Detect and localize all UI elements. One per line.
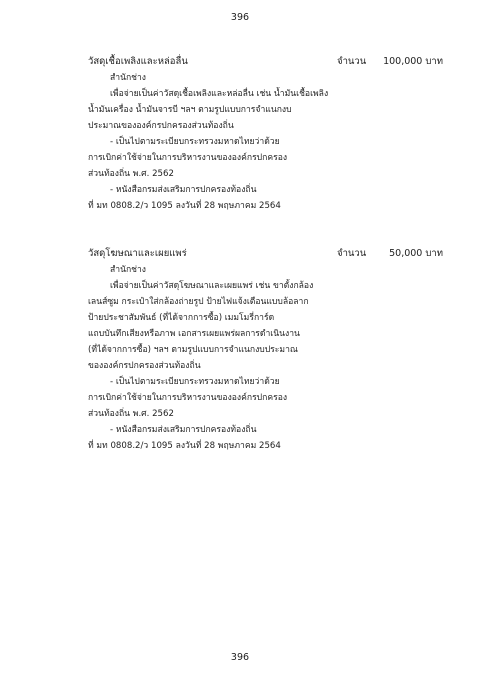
quantity-label: จำนวน	[337, 248, 367, 259]
item-amount: 100,000 บาท	[383, 56, 443, 67]
budget-item-advertising	[0, 246, 480, 451]
description-line: ขององค์กรปกครองส่วนท้องถิ่น	[88, 361, 201, 371]
description-line: เลนส์ซูม กระเป๋าใส่กล้องถ่ายรูป ป้ายไฟแจ้งเตือนแบบล้อลาก	[88, 297, 309, 307]
department-line: สำนักช่าง	[110, 265, 147, 275]
description-line: - หนังสือกรมส่งเสริมการปกครองท้องถิ่น	[110, 185, 257, 195]
description-line: - เป็นไปตามระเบียบกระทรวงมหาดไทยว่าด้วย	[110, 137, 280, 147]
page-number-bottom: 396	[230, 652, 250, 663]
budget-item-fuel	[0, 54, 480, 211]
description-line: ที่ มท 0808.2/ว 1095 ลงวันที่ 28 พฤษภาคม 2564	[88, 201, 281, 211]
description-line: การเบิกค่าใช้จ่ายในการบริหารงานขององค์กรปกครอง	[88, 393, 288, 403]
page-number-top: 396	[230, 12, 250, 23]
description-line: - หนังสือกรมส่งเสริมการปกครองท้องถิ่น	[110, 425, 257, 435]
item-title: วัสดุโฆษณาและเผยแพร่	[88, 248, 187, 259]
item-amount: 50,000 บาท	[389, 248, 443, 259]
description-line: ส่วนท้องถิ่น พ.ศ. 2562	[88, 409, 174, 419]
description-line: (ที่ได้จากการซื้อ) ฯลฯ ตามรูปแบบการจำแนกงบประมาณ	[88, 345, 298, 355]
description-line: ที่ มท 0808.2/ว 1095 ลงวันที่ 28 พฤษภาคม 2564	[88, 441, 281, 451]
quantity-label: จำนวน	[337, 56, 367, 67]
item-description	[88, 262, 370, 454]
description-line: ส่วนท้องถิ่น พ.ศ. 2562	[88, 169, 174, 179]
description-line: เพื่อจ่ายเป็นค่าวัสดุเชื้อเพลิงและหล่อลื่น เช่น น้ำมันเชื้อเพลิง	[110, 89, 329, 99]
item-header	[0, 246, 480, 262]
item-description	[88, 70, 370, 214]
description-line: ป้ายประชาสัมพันธ์ (ที่ได้จากการซื้อ) เมมโมรี่การ์ด	[88, 313, 275, 323]
description-line: น้ำมันเครื่อง น้ำมันจารบี ฯลฯ ตามรูปแบบการจำแนกงบ	[88, 105, 292, 115]
department-line: สำนักช่าง	[110, 73, 147, 83]
item-header	[0, 54, 480, 70]
description-line: ประมาณขององค์กรปกครองส่วนท้องถิ่น	[88, 121, 234, 131]
description-line: การเบิกค่าใช้จ่ายในการบริหารงานขององค์กรปกครอง	[88, 153, 288, 163]
description-line: - เป็นไปตามระเบียบกระทรวงมหาดไทยว่าด้วย	[110, 377, 280, 387]
item-title: วัสดุเชื้อเพลิงและหล่อลื่น	[88, 56, 188, 67]
description-line: เพื่อจ่ายเป็นค่าวัสดุโฆษณาและเผยแพร่ เช่น ขาตั้งกล้อง	[110, 281, 314, 291]
description-line: แถบบันทึกเสียงหรือภาพ เอกสารเผยแพร่ผลการดำเนินงาน	[88, 329, 300, 339]
